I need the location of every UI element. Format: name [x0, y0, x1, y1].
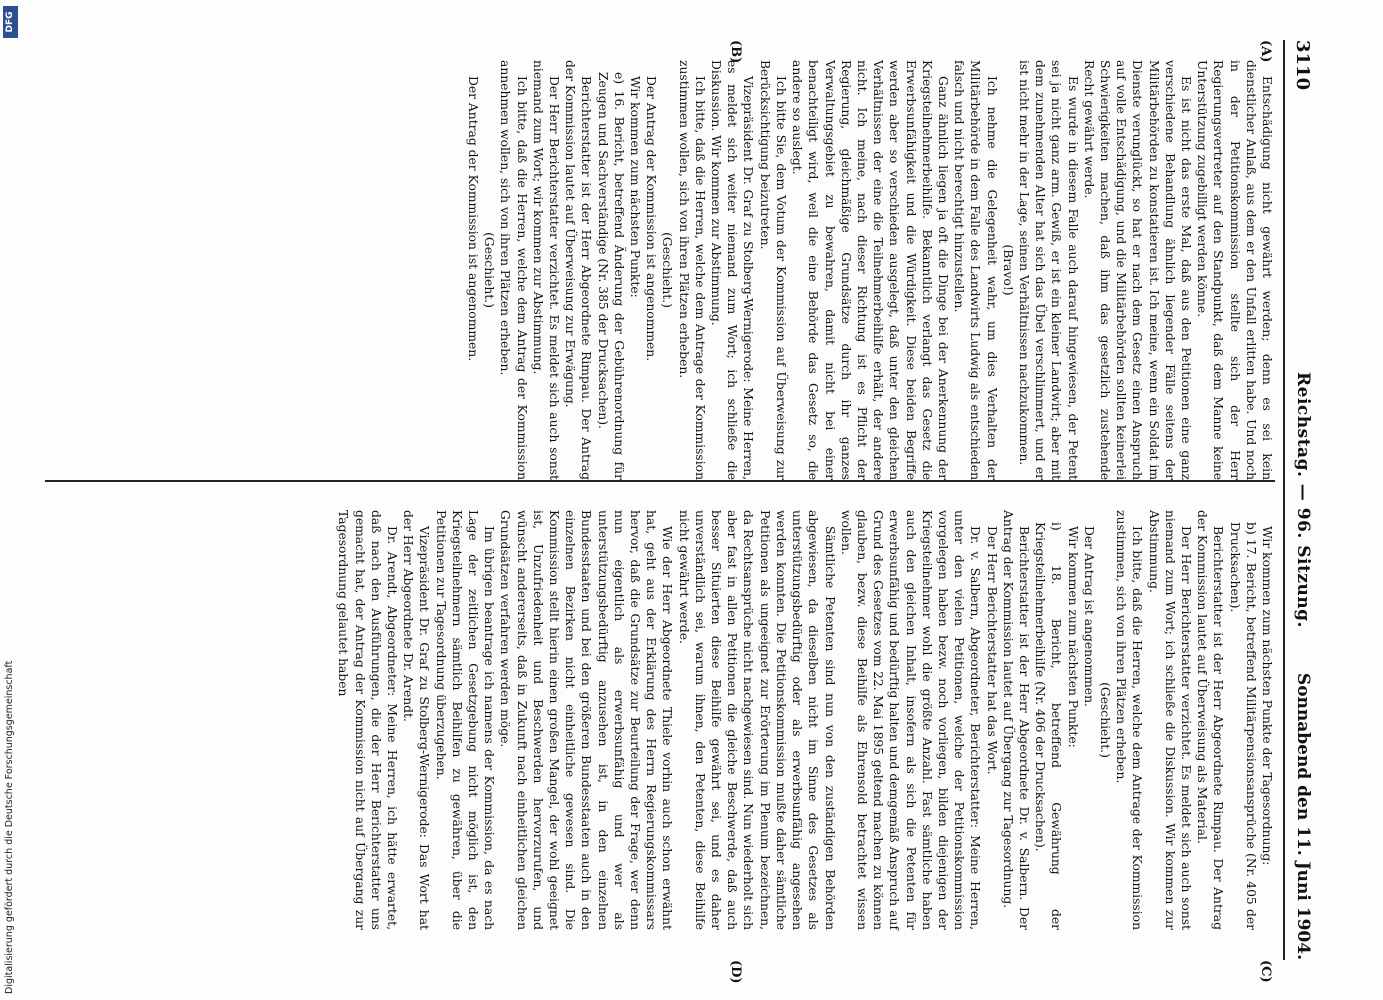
right-column-paragraph: Der Herr Berichterstatter hat das Wort.	[984, 526, 999, 775]
left-column-paragraph: Der Antrag der Kommission ist angenommen.	[466, 76, 481, 362]
left-column-paragraph: Der Herr Berichterstatter verzichtet. Es meldet sich auch sonst niemand zum Wort; wir kommen zur Abstimmung.	[530, 60, 562, 480]
left-column-paragraph: Ich bitte, daß die Herren, welche dem Antrag der Kommission annehmen wollen, sich von ihren Plätzen erheben.	[498, 60, 529, 480]
page-header	[1283, 40, 1313, 960]
left-column-paragraph: (Bravo!)	[1000, 244, 1015, 296]
left-column-paragraph: Ich nehme die Gelegenheit wahr, um dies Verhalten der Militärbehörde in dem Falle des Landwirts Ludwig als entschieden falsch und nicht berechtigt hinzustellen.	[952, 60, 999, 480]
right-column-paragraph: Dr. v. Salbern, Abgeordneter, Berichterstatter: Meine Herren, unter den vielen Petitionen, welche der Petitionskommission vorgelegen haben bezw. noch vorliegen, bilden diejenigen der Kriegsteilnehmer wohl die größte Anzahl. Fast sämtliche haben auch den gleichen Inhalt, insofern als sich die Petenten für erwerbsunfähig und bedürftig halten und demgemäß Anspruch auf Grund des Gesetzes vom 22. Mai 1895 geltend machen zu können glauben, bezw. diese Beihilfe als Ehrensold betrachtet wissen wollen.	[838, 510, 983, 930]
left-column-paragraph: (Geschieht.)	[482, 232, 497, 308]
right-column-paragraph: Berichterstatter ist der Herr Abgeordnete Rimpau. Der Antrag der Kommission lautet auf Überweisung als Material.	[1195, 510, 1226, 930]
right-column-paragraph: Der Antrag ist angenommen.	[1081, 526, 1096, 707]
left-column-paragraph: Ich bitte Sie, dem Votum der Kommission auf Überweisung zur Berücksichtigung beizutreten.	[757, 60, 788, 480]
right-column-paragraph: Wir kommen zum nächsten Punkte der Tagesordnung:	[1260, 526, 1274, 866]
margin-marker-a: (A)	[1258, 40, 1273, 63]
margin-marker-d: (D)	[728, 960, 743, 984]
right-column-paragraph: Sämtliche Petenten sind nun von den zuständigen Behörden abgewiesen, da dieselben nicht im Sinne des Gesetzes als unterstützungsbedürftig oder als erwerbsunfähig angesehen werden konnten. Die Petitionskommission mußte daher sämtliche Petitionen als ungeeignet zur Erörterung im Plenum bezeichnen, da Rechtsansprüche nicht nachgewiesen sind. Nun wiederholt sich aber fast in allen Petitionen die gleiche Beschwerde, daß auch besser Situierten diese Beihilfe gewährt sei, und es daher unverständlich sei, warum ihnen, den Petenten, diese Beihilfe nicht gewährt werde.	[676, 510, 837, 930]
left-text-column	[465, 60, 1275, 480]
left-column-paragraph: (Geschieht.)	[660, 232, 675, 308]
right-column-paragraph: (Geschieht.)	[1097, 682, 1112, 758]
left-column-paragraph: e) 16. Bericht, betreffend Änderung der Gebührenordnung für Zeugen und Sachverständige (Nr. 385 der Drucksachen).	[595, 72, 626, 480]
funding-note: Digitalisierung gefördert durch die Deutsche Forschungsgemeinschaft	[4, 660, 15, 994]
left-column-paragraph: Wir kommen zum nächsten Punkte:	[628, 76, 643, 298]
right-column-paragraph: Berichterstatter ist der Herr Abgeordnete Dr. v. Salbern. Der Antrag der Kommission lautet auf Übergang zur Tagesordnung.	[1000, 510, 1031, 930]
left-column-paragraph: Vizepräsident Dr. Graf zu Stolberg-Wernigerode: Meine Herren, es meldet sich weiter niemand zum Wort; ich schließe die Diskussion. Wir kommen zur Abstimmung.	[709, 60, 756, 480]
right-column-paragraph: Wie der Herr Abgeordnete Thiele vorhin auch schon erwähnt hat, geht aus der Erklärung des Herrn Regierungskommissars hervor, daß die Grundsätze zur Beurteilung der Frage, wer denn nun eigentlich als erwerbsunfähig und wer als unterstützungsbedürftig anzusehen ist, in den einzelnen Bundesstaaten und bei den größeren Bundesstaaten auch in den einzelnen Bezirken nicht einheitliche gewesen sind. Die Kommission stellt hierin einen großen Mangel, der wohl geeignet ist, Unzufriedenheit und Beschwerden hervorzurufen, und wünscht andererseits, daß in Zukunft nach einheitlichen gleichen Grundsätzen verfahren werden möge.	[498, 510, 675, 930]
running-title: Reichstag. — 96. Sitzung.	[1293, 372, 1313, 628]
left-column-paragraph: Der Antrag der Kommission ist angenommen.	[644, 76, 659, 362]
dfg-logo: DFG	[3, 6, 18, 38]
left-column-paragraph: Entschädigung nicht gewährt werden; denn es sei kein dienstlicher Anlaß, aus dem er den Unfall erlitten habe. Und noch in der Petitionskommission stellte sich der Herr Regierungsvertreter auf den Standpunkt, daß dem Manne keine Unterstützung zugebilligt werden könne.	[1195, 60, 1274, 480]
session-date: Sonnabend den 11. Juni 1904.	[1293, 672, 1313, 960]
right-column-paragraph: b) 17. Bericht, betreffend Militärpensionsansprüche (Nr. 405 der Drucksachen).	[1227, 522, 1258, 930]
right-column-paragraph: Der Herr Berichterstatter verzichtet. Es meldet sich auch sonst niemand zum Wort; ich schließe die Diskussion. Wir kommen zur Abstimmung.	[1146, 510, 1193, 930]
left-column-paragraph: Es ist nicht das erste Mal, daß aus den Petitionen eine ganz verschiedene Behandlung ähnlich liegender Fälle seitens der Militärbehörden zu konstatieren ist. Ich meine, wenn ein Soldat im Dienste verunglückt, so hat er nach dem Gesetz einen Anspruch auf volle Entschädigung, und die Militärbehörden sollten keinerlei Schwierigkeiten machen, daß ihm das gesetzlich zustehende Recht gewährt werde.	[1081, 60, 1193, 480]
right-column-paragraph: Ich bitte, daß die Herren, welche dem Antrage der Kommission zustimmen, sich von ihren Plätzen erheben.	[1114, 510, 1145, 930]
header-rule	[1283, 40, 1285, 960]
left-column-paragraph: Ich bitte, daß die Herren, welche dem Antrage der Kommission zustimmen wollen, sich von ihren Plätzen erheben.	[676, 60, 707, 480]
left-column-paragraph: Es wurde in diesem Falle auch darauf hingewiesen, der Petent sei ja nicht ganz arm. Gewiß, er ist ein kleiner Landwirt; aber mit dem zunehmenden Alter hat sich das Übel verschlimmert, und er ist nicht mehr in der Lage, seinen Verhältnissen nachzukommen.	[1016, 60, 1080, 480]
page-number: 3110	[1292, 40, 1313, 91]
right-column-paragraph: Im übrigen beantrage ich namens der Kommission, da es nach Lage der zeitlichen Gesetzgebung nicht möglich ist, den Kriegsteilnehmern sämtlich Beihilfen zu gewähren, über die Petitionen zur Tagesordnung überzugehen.	[433, 510, 497, 930]
left-column-paragraph: Ganz ähnlich liegen ja oft die Dinge bei der Anerkennung der Kriegsteilnehmerbeihilfe. Bekanntlich verlangt das Gesetz die Erwerbsunfähigkeit und die Würdigkeit. Diese beiden Begriffe werden aber so verschieden ausgelegt, daß unter den gleichen Verhältnissen der eine die Teilnehmerbeihilfe erhält, der andere nicht. Ich meine, nach dieser Richtung ist es Pflicht der Regierung, gleichmäßige Grundsätze durch ihr ganzes Verwaltungsgebiet zu bewahren, damit nicht bei einer benachteiligt wird, weil die eine Behörde das Gesetz so, die andere so auslegt.	[790, 60, 950, 480]
right-column-paragraph: i) 18. Bericht, betreffend Gewährung der Kriegsteilnehmerbeihilfe (Nr. 406 der Drucksachen).	[1033, 522, 1064, 930]
margin-marker-b: (B)	[728, 40, 743, 64]
right-column-paragraph: Wir kommen zum nächsten Punkte:	[1065, 526, 1080, 748]
right-column-paragraph: Vizepräsident Dr. Graf zu Stolberg-Wernigerode: Das Wort hat der Herr Abgeordnete Dr. Arendt.	[401, 510, 432, 930]
right-text-column	[335, 510, 1275, 930]
left-column-paragraph: Berichterstatter ist der Herr Abgeordnete Rimpau. Der Antrag der Kommission lautet auf Überweisung zur Erwägung.	[563, 60, 594, 480]
margin-marker-c: (C)	[1258, 960, 1273, 983]
column-divider	[45, 480, 1275, 482]
footer-strip	[0, 0, 20, 1000]
right-column-paragraph: Dr. Arendt, Abgeordneter: Meine Herren, ich hätte erwartet, daß nach den Ausführungen, die der Herr Berichterstatter uns gemacht hat, der Antrag der Kommission nicht auf Übergang zur Tagesordnung gelautet haben	[336, 510, 400, 930]
